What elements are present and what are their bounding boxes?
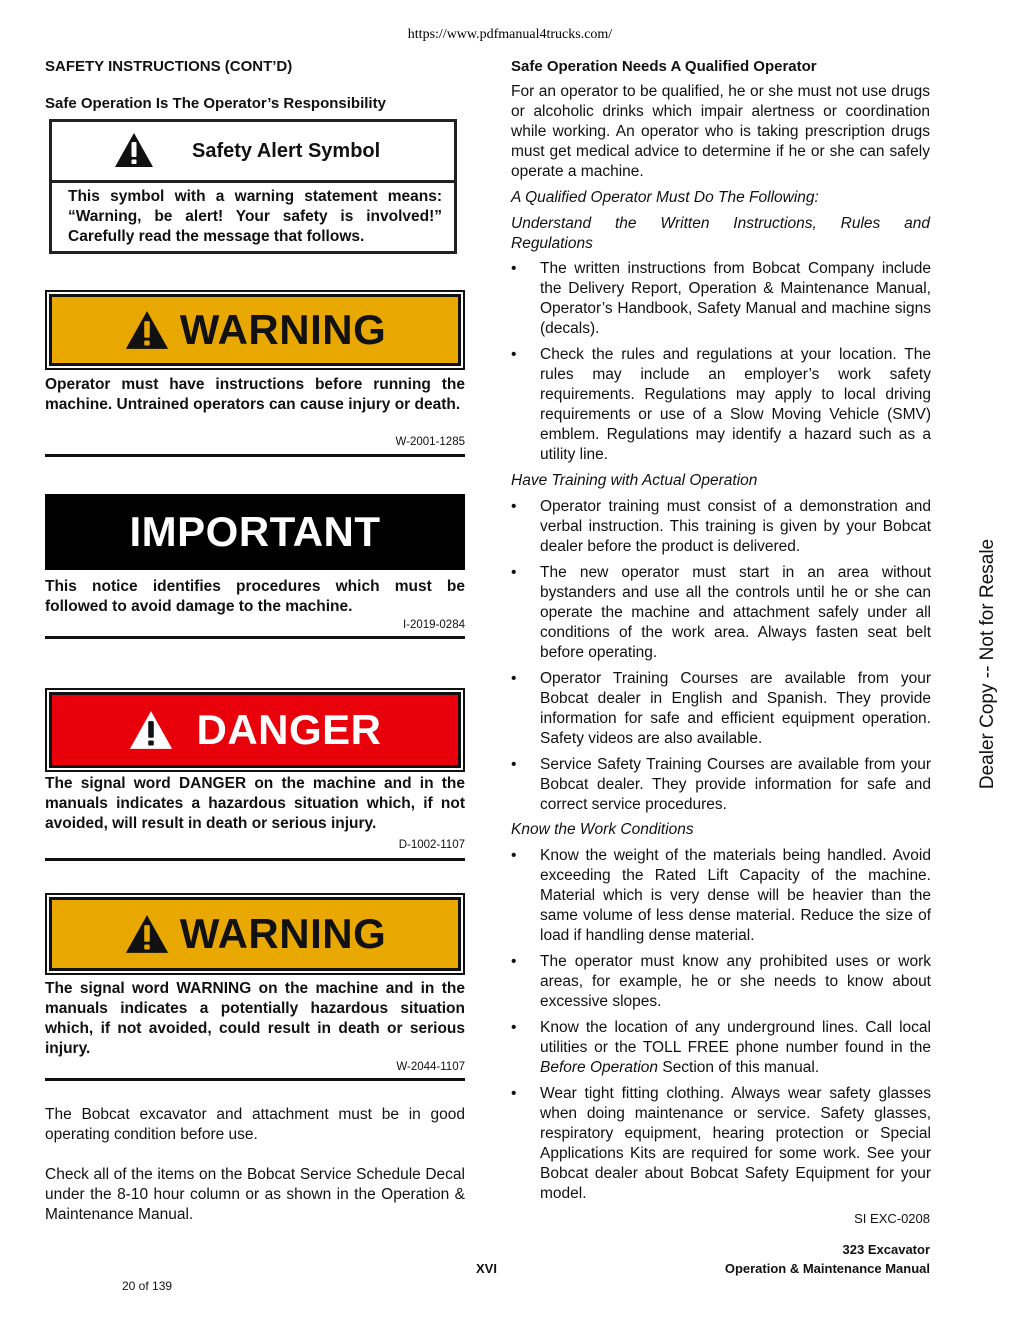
- qualified-heading: A Qualified Operator Must Do The Following:: [511, 189, 819, 206]
- understand-heading-line2: Regulations: [511, 235, 593, 252]
- safety-alert-box: [49, 119, 457, 254]
- danger-code: D-1002-1107: [398, 839, 465, 851]
- alert-triangle-icon: [114, 132, 154, 168]
- alert-box-message: This symbol with a warning statement means: “Warning, be alert! Your safety is involved!” Carefully read the message that follows.: [68, 188, 442, 245]
- divider: [45, 636, 465, 639]
- warning-word-2: WARNING: [179, 910, 387, 957]
- page-count: 20 of 139: [122, 1279, 173, 1293]
- danger-word: DANGER: [196, 706, 382, 753]
- source-url[interactable]: https://www.pdfmanual4trucks.com/: [407, 27, 613, 42]
- understand-heading-line1: Understand the Written Instructions, Rules and: [511, 215, 930, 232]
- divider: [45, 454, 465, 457]
- warning-code: W-2001-1285: [395, 436, 465, 448]
- intro-paragraph: For an operator to be qualified, he or she must not use drugs or alcoholic drinks which impair alertness or coordination while working. An operator who is taking prescription drugs must get medical advice to determine if he or she can safely operate a machine.: [511, 83, 930, 180]
- danger-signal-box: [49, 692, 461, 768]
- danger-triangle-icon: [128, 710, 174, 750]
- warning-text: Operator must have instructions before running the machine. Untrained operators can cause injury or death.: [45, 376, 465, 413]
- section-code: SI EXC-0208: [854, 1211, 930, 1226]
- page-number: XVI: [476, 1261, 497, 1276]
- warning-text-2: The signal word WARNING on the machine and in the manuals indicates a potentially hazardous situation which, if not avoided, could result in death or serious injury.: [45, 980, 465, 1057]
- warning-word: WARNING: [179, 306, 387, 353]
- divider: [45, 858, 465, 861]
- danger-text: The signal word DANGER on the machine and in the manuals indicates a hazardous situation which, if not avoided, will result in death or serious injury.: [45, 775, 465, 832]
- paragraph: Check all of the items on the Bobcat Service Schedule Decal under the 8-10 hour column or as shown in the Operation & Maintenance Manual.: [45, 1166, 465, 1223]
- before-operation-reference: Before Operation: [540, 1059, 659, 1076]
- dealer-copy-watermark: Dealer Copy -- Not for Resale: [977, 538, 998, 790]
- warning-triangle-icon: [124, 914, 170, 954]
- warning-triangle-icon: [124, 310, 170, 350]
- subtitle: Safe Operation Is The Operator’s Responsibility: [45, 95, 386, 112]
- conditions-heading: Know the Work Conditions: [511, 821, 694, 838]
- warning-signal-box-2: [49, 897, 461, 971]
- footer-manual-title: Operation & Maintenance Manual: [724, 1261, 930, 1276]
- training-heading: Have Training with Actual Operation: [511, 472, 758, 489]
- warning-code-2: W-2044-1107: [396, 1061, 465, 1073]
- warning-signal-box: [49, 294, 461, 366]
- divider: [45, 1078, 465, 1081]
- important-signal-box: [45, 494, 465, 570]
- section-title: SAFETY INSTRUCTIONS (CONT’D): [45, 58, 293, 75]
- important-word: IMPORTANT: [129, 508, 381, 555]
- important-code: I-2019-0284: [402, 619, 465, 631]
- right-heading: Safe Operation Needs A Qualified Operator: [511, 58, 817, 75]
- important-text: This notice identifies procedures which must be followed to avoid damage to the machine.: [45, 578, 465, 615]
- alert-box-title: Safety Alert Symbol: [192, 140, 381, 162]
- footer-model: 323 Excavator: [842, 1242, 930, 1257]
- paragraph: The Bobcat excavator and attachment must be in good operating condition before use.: [45, 1106, 465, 1143]
